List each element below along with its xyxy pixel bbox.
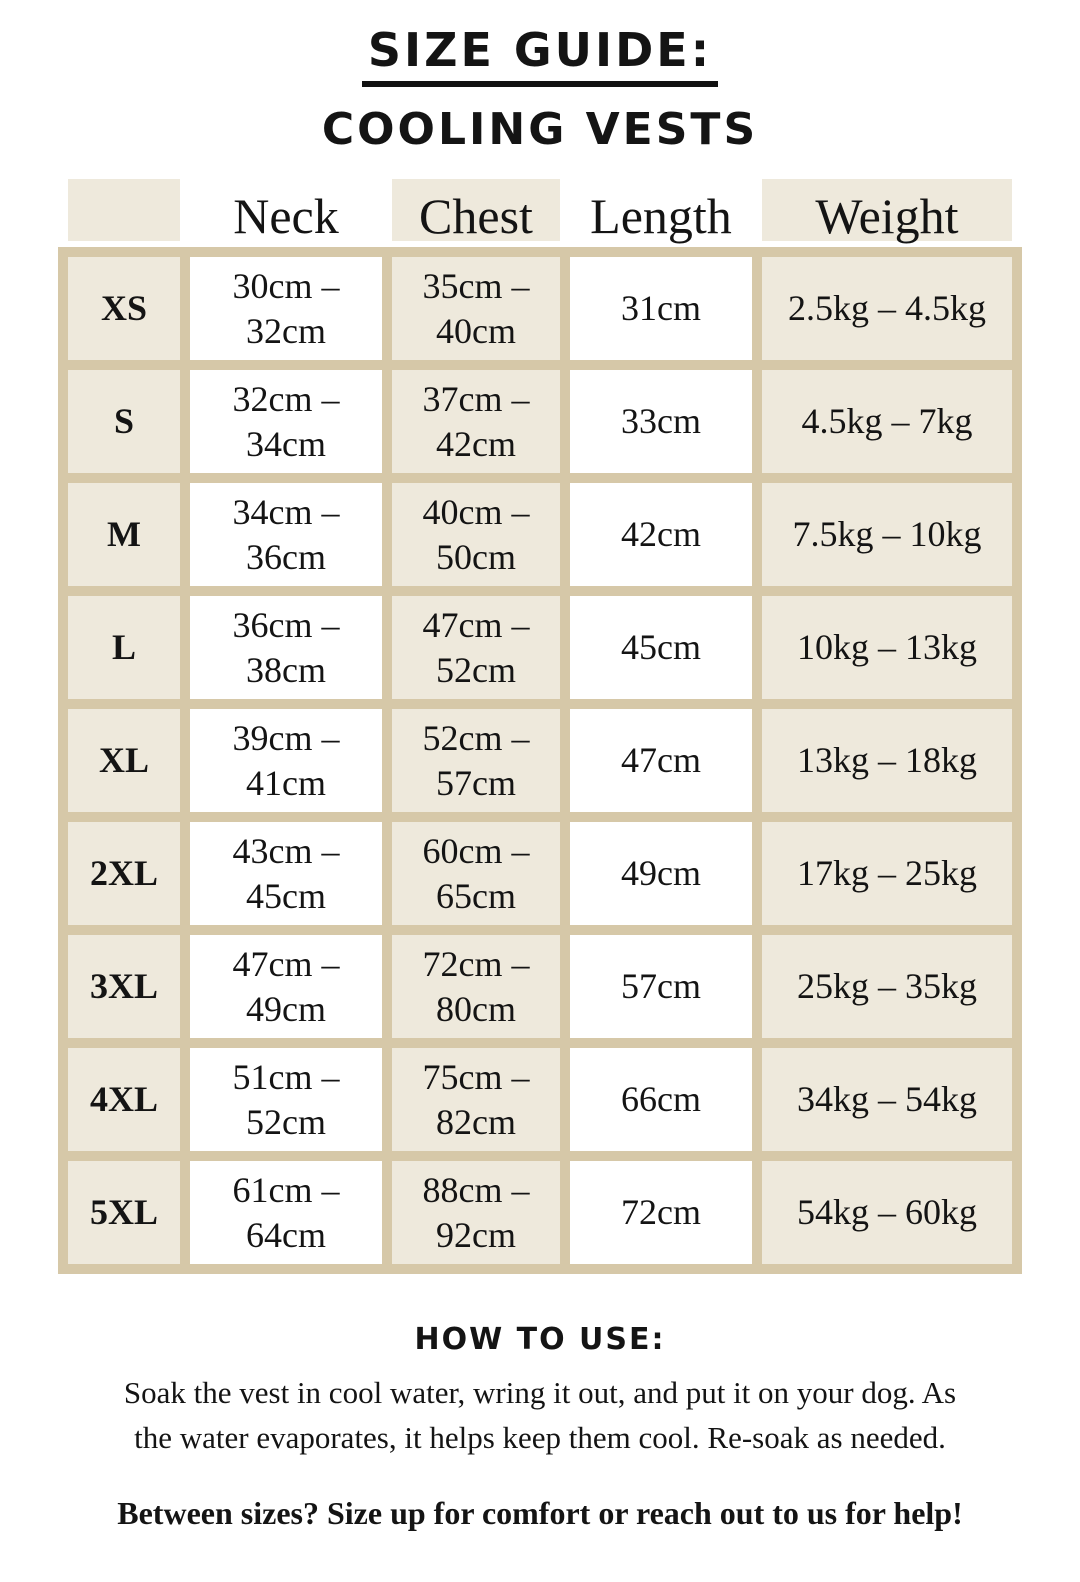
size-label: 5XL (68, 1161, 180, 1264)
size-label: S (68, 370, 180, 473)
chest-value: 72cm – 80cm (392, 935, 560, 1038)
table-row-3xl (68, 935, 1012, 1038)
length-value: 57cm (570, 935, 752, 1038)
header-neck: Neck (190, 179, 382, 241)
size-label: 4XL (68, 1048, 180, 1151)
length-value: 47cm (570, 709, 752, 812)
between-sizes-note: Between sizes? Size up for comfort or reach out to us for help! (117, 1495, 963, 1532)
table-row-2xl (68, 822, 1012, 925)
neck-value: 61cm – 64cm (190, 1161, 382, 1264)
table-row-xs (68, 257, 1012, 360)
how-to-use-line-1: Soak the vest in cool water, wring it out, and put it on your dog. As (123, 1375, 957, 1411)
length-value: 66cm (570, 1048, 752, 1151)
page-subtitle: COOLING VESTS (321, 104, 759, 156)
length-value: 49cm (570, 822, 752, 925)
chest-value: 52cm – 57cm (392, 709, 560, 812)
header-chest: Chest (392, 179, 560, 241)
size-label: M (68, 483, 180, 586)
chest-value: 60cm – 65cm (392, 822, 560, 925)
weight-value: 4.5kg – 7kg (762, 370, 1012, 473)
length-value: 72cm (570, 1161, 752, 1264)
table-row-m (68, 483, 1012, 586)
neck-value: 36cm – 38cm (190, 596, 382, 699)
chest-value: 47cm – 52cm (392, 596, 560, 699)
chest-value: 75cm – 82cm (392, 1048, 560, 1151)
header-spacer (68, 179, 180, 241)
chest-value: 35cm – 40cm (392, 257, 560, 360)
size-label: XL (68, 709, 180, 812)
column-header-row (58, 179, 1022, 245)
neck-value: 51cm – 52cm (190, 1048, 382, 1151)
table-row-xl (68, 709, 1012, 812)
header-weight: Weight (762, 179, 1012, 241)
size-label: 3XL (68, 935, 180, 1038)
weight-value: 13kg – 18kg (762, 709, 1012, 812)
neck-value: 30cm – 32cm (190, 257, 382, 360)
size-label: L (68, 596, 180, 699)
neck-value: 32cm – 34cm (190, 370, 382, 473)
table-row-l (68, 596, 1012, 699)
length-value: 31cm (570, 257, 752, 360)
weight-value: 17kg – 25kg (762, 822, 1012, 925)
length-value: 33cm (570, 370, 752, 473)
how-to-use-text (0, 1371, 1080, 1461)
table-row-s (68, 370, 1012, 473)
neck-value: 39cm – 41cm (190, 709, 382, 812)
how-to-use-line-2: the water evaporates, it helps keep them cool. Re-soak as needed. (134, 1420, 946, 1456)
neck-value: 34cm – 36cm (190, 483, 382, 586)
weight-value: 7.5kg – 10kg (762, 483, 1012, 586)
weight-value: 34kg – 54kg (762, 1048, 1012, 1151)
table-row-5xl (68, 1161, 1012, 1264)
neck-value: 43cm – 45cm (190, 822, 382, 925)
chest-value: 40cm – 50cm (392, 483, 560, 586)
chest-value: 37cm – 42cm (392, 370, 560, 473)
length-value: 45cm (570, 596, 752, 699)
page-title: SIZE GUIDE: (362, 26, 718, 87)
weight-value: 54kg – 60kg (762, 1161, 1012, 1264)
title-block (0, 0, 1080, 156)
neck-value: 47cm – 49cm (190, 935, 382, 1038)
length-value: 42cm (570, 483, 752, 586)
size-table (58, 247, 1022, 1274)
weight-value: 2.5kg – 4.5kg (762, 257, 1012, 360)
weight-value: 10kg – 13kg (762, 596, 1012, 699)
table-row-4xl (68, 1048, 1012, 1151)
size-label: XS (68, 257, 180, 360)
how-to-use-heading: HOW TO USE: (414, 1322, 666, 1358)
weight-value: 25kg – 35kg (762, 935, 1012, 1038)
size-label: 2XL (68, 822, 180, 925)
header-length: Length (570, 179, 752, 241)
chest-value: 88cm – 92cm (392, 1161, 560, 1264)
